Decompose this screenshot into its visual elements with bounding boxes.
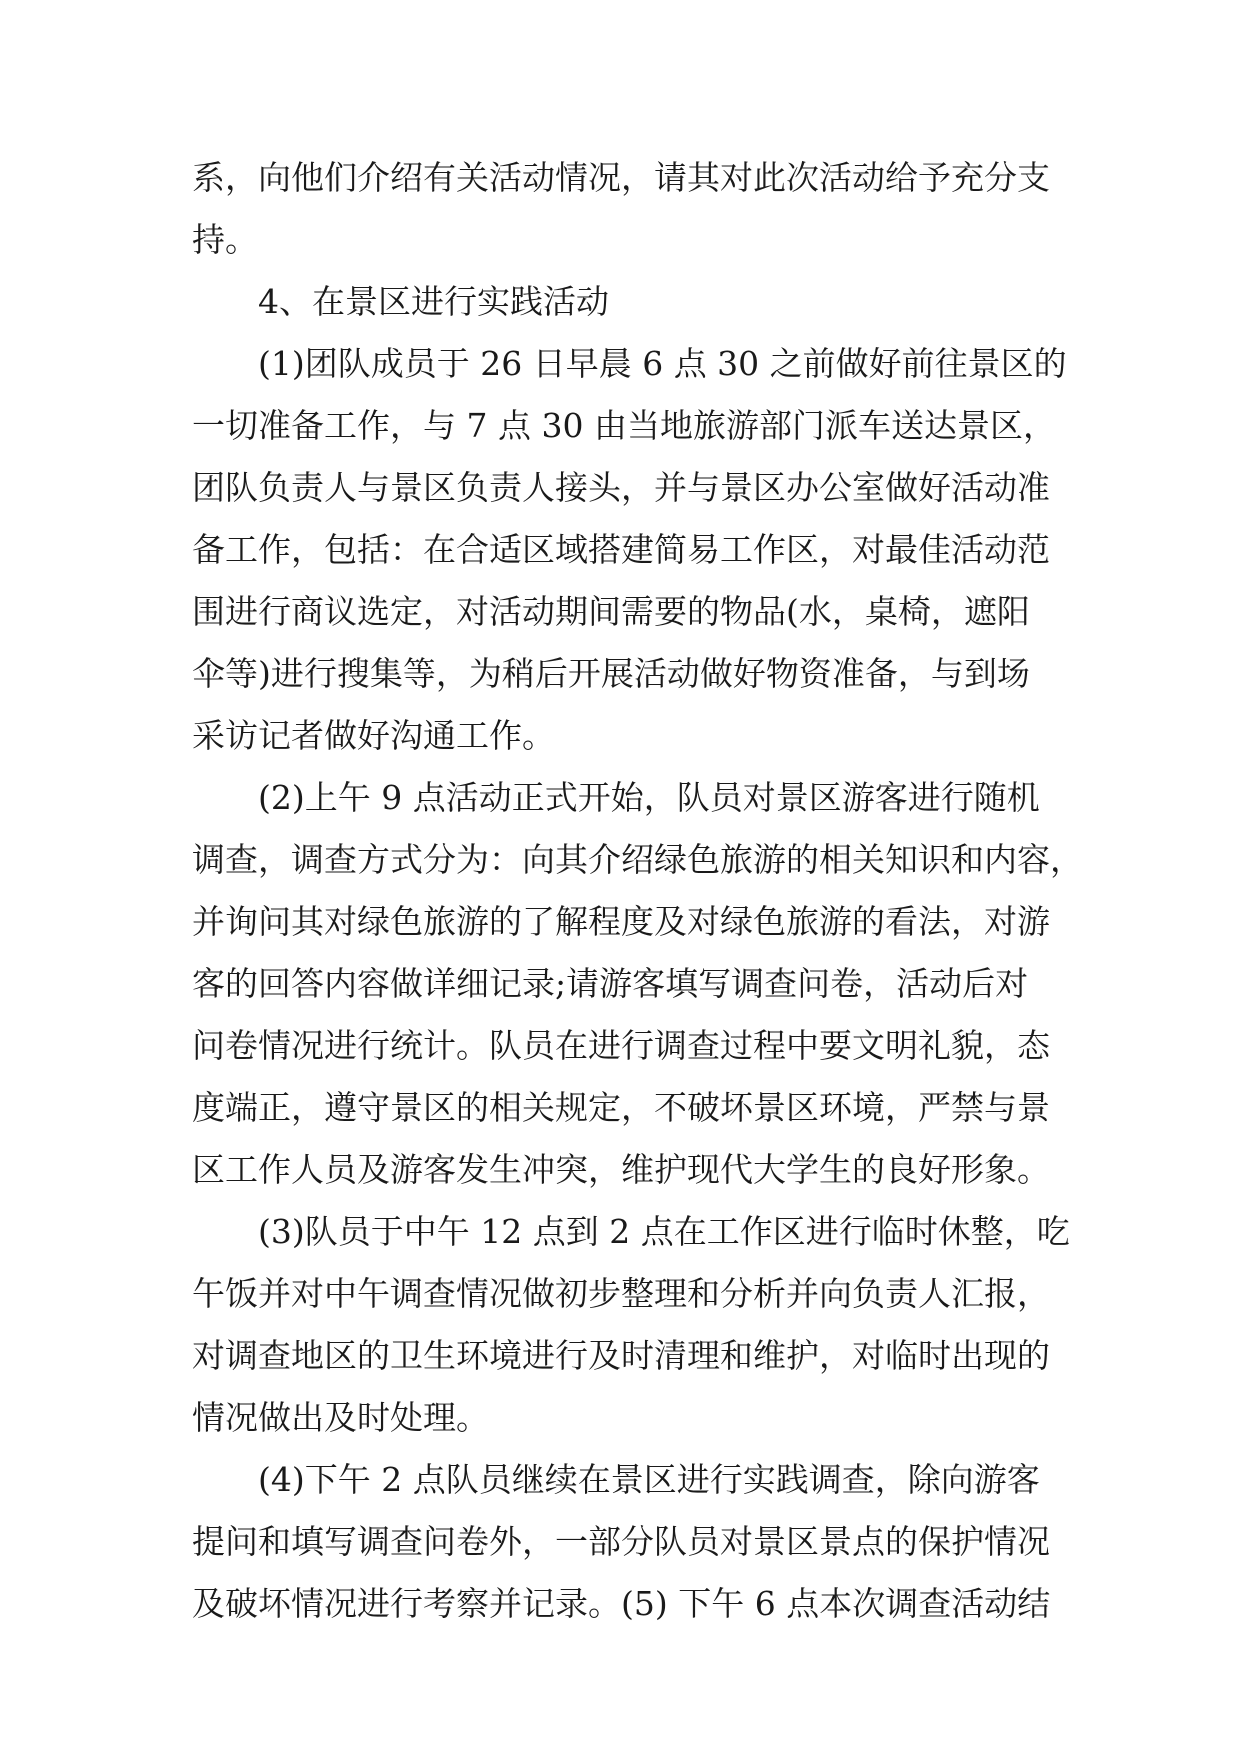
- text-line: (1)团队成员于 26 日早晨 6 点 30 之前做好前往景区的: [258, 344, 1067, 383]
- text-line: 客的回答内容做详细记录;请游客填写调查问卷，活动后对: [192, 964, 1029, 1003]
- text-line: (3)队员于中午 12 点到 2 点在工作区进行临时休整，吃: [258, 1212, 1070, 1251]
- text-line: (2)上午 9 点活动正式开始，队员对景区游客进行随机: [258, 778, 1040, 817]
- text-line: 备工作，包括：在合适区域搭建简易工作区，对最佳活动范: [192, 530, 1050, 569]
- text-line: 调查，调查方式分为：向其介绍绿色旅游的相关知识和内容，: [192, 840, 1083, 879]
- text-line: 团队负责人与景区负责人接头，并与景区办公室做好活动准: [192, 468, 1050, 507]
- text-line: 度端正，遵守景区的相关规定，不破坏景区环境，严禁与景: [192, 1088, 1050, 1127]
- text-line: 系，向他们介绍有关活动情况，请其对此次活动给予充分支: [192, 158, 1050, 197]
- text-line: (4)下午 2 点队员继续在景区进行实践调查，除向游客: [258, 1460, 1040, 1499]
- text-line: 提问和填写调查问卷外，一部分队员对景区景点的保护情况: [192, 1522, 1050, 1561]
- text-line: 围进行商议选定，对活动期间需要的物品(水，桌椅，遮阳: [192, 592, 1030, 631]
- text-line: 问卷情况进行统计。队员在进行调查过程中要文明礼貌，态: [192, 1026, 1050, 1065]
- section-heading: 4、在景区进行实践活动: [258, 282, 609, 321]
- text-line: 对调查地区的卫生环境进行及时清理和维护，对临时出现的: [192, 1336, 1050, 1375]
- text-line: 午饭并对中午调查情况做初步整理和分析并向负责人汇报，: [192, 1274, 1050, 1313]
- text-line: 情况做出及时处理。: [192, 1398, 489, 1437]
- text-line: 一切准备工作，与 7 点 30 由当地旅游部门派车送达景区，: [192, 406, 1056, 445]
- text-line: 及破坏情况进行考察并记录。(5) 下午 6 点本次调查活动结: [192, 1584, 1051, 1623]
- text-line: 区工作人员及游客发生冲突，维护现代大学生的良好形象。: [192, 1150, 1050, 1189]
- document-body: [192, 147, 1083, 1635]
- text-line: 采访记者做好沟通工作。: [192, 716, 555, 755]
- text-line: 伞等)进行搜集等，为稍后开展活动做好物资准备，与到场: [192, 654, 1030, 693]
- text-line: 持。: [192, 220, 258, 259]
- text-line: 并询问其对绿色旅游的了解程度及对绿色旅游的看法，对游: [192, 902, 1050, 941]
